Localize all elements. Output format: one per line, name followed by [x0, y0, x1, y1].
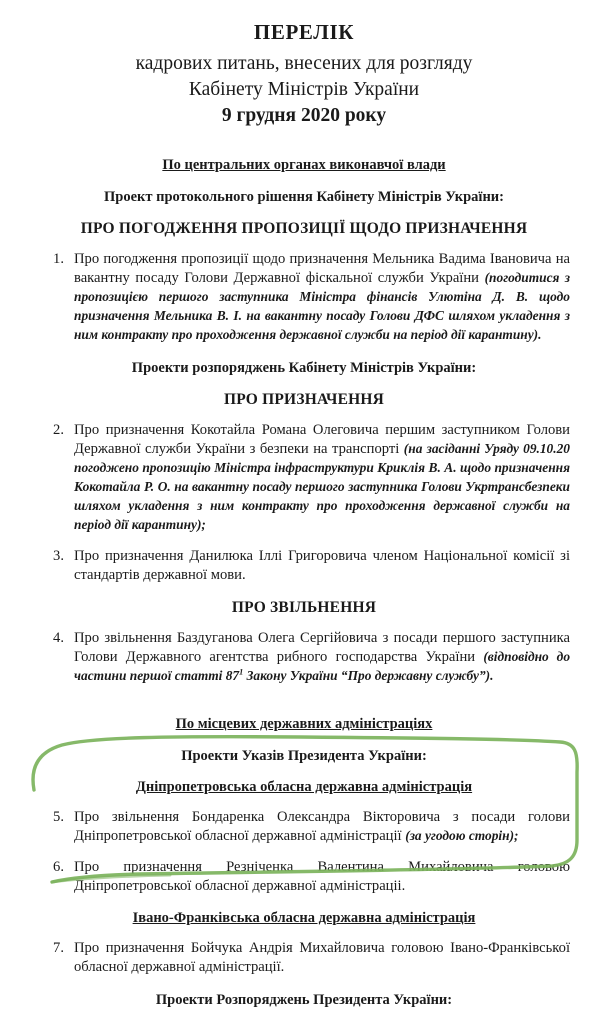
heading-presidential-decrees: Проекти Указів Президента України:	[181, 747, 427, 764]
list-item	[38, 939, 570, 977]
item-text	[74, 547, 570, 585]
list-item	[38, 250, 570, 345]
list-item	[38, 858, 570, 896]
heading-protocol-decision: Проект протокольного рішення Кабінету Міністрів України:	[104, 189, 504, 206]
heading-dnipro-admin: Дніпропетровська обласна державна адміністрація	[135, 778, 473, 795]
title-subtitle-line-1: кадрових питань, внесених для розгляду	[135, 53, 473, 74]
list-item	[38, 421, 570, 535]
item-text	[74, 858, 570, 896]
list-item	[38, 547, 570, 585]
title-subtitle-line-2: Кабінету Міністрів України	[188, 78, 420, 100]
item-main-text: Про призначення Кокотайла Романа Олеговича першим заступником Голови Державної служби України з безпеки на транспорті	[74, 422, 570, 458]
item-main-text: Про погодження пропозиції щодо призначення Мельника Вадима Івановича на вакантну посаду Голови Державної фіскальної служби України	[74, 251, 570, 287]
item-number: 4.	[53, 630, 64, 647]
item-note-part-2: Закону України “Про державну службу”).	[243, 668, 494, 683]
item-text	[74, 939, 570, 977]
item-number: 3.	[53, 548, 64, 565]
heading-local-admin: По місцевих державних адміністраціях	[175, 715, 433, 732]
list-item	[38, 808, 570, 846]
item-number: 5.	[53, 808, 64, 825]
item-main-text: Про звільнення Баздуганова Олега Сергійовича з посади першого заступника Голови Державного агентства рибного господарства України	[74, 630, 570, 666]
article-superscript: 1	[239, 667, 244, 677]
list-item	[38, 629, 570, 686]
heading-presidential-orders: Проекти Розпоряджень Президента України:	[155, 991, 453, 1008]
item-note-part-1: (відповідно до частини першої статті 87	[74, 649, 571, 683]
document-title-block	[38, 20, 570, 127]
heading-dismissal: ПРО ЗВІЛЬНЕННЯ	[231, 599, 377, 617]
item-number: 1.	[53, 251, 64, 268]
heading-ivano-admin: Івано-Франківська обласна державна адміністрація	[132, 909, 476, 926]
page-title: ПЕРЕЛІК	[253, 20, 355, 44]
item-text	[74, 421, 570, 535]
item-number: 2.	[53, 422, 64, 439]
item-main-text: Про призначення Бойчука Андрія Михайловича головою Івано-Франківської обласної державної адміністрації.	[74, 939, 570, 975]
item-text	[74, 808, 570, 846]
item-main-text: Про звільнення Бондаренка Олександра Вікторовича з посади голови Дніпропетровської обласної державної адміністрації	[74, 808, 570, 844]
item-main-text: Про призначення Резніченка Валентина Михайловича головою Дніпропетровської обласної державної адміністраціі.	[74, 858, 570, 894]
item-main-text: Про призначення Данилюка Іллі Григоровича членом Національної комісії зі стандартів державної мови.	[74, 548, 570, 584]
item-text	[74, 250, 570, 345]
title-date: 9 грудня 2020 року	[221, 105, 387, 127]
item-note-text: (на засіданні Уряду 09.10.20 погоджено пропозицію Міністра інфраструктури Криклія В. А. щодо призначення Кокотайла Р. О. на вакантну посаду першого заступника Голови Укртрансбезпеки шляхом укладення з ним контракту про проходження державної служби на період дії карантину);	[74, 441, 570, 533]
heading-appointment: ПРО ПРИЗНАЧЕННЯ	[223, 391, 385, 409]
item-text	[74, 629, 570, 686]
item-note-text: (за угодою сторін);	[405, 827, 519, 843]
item-note-text: (погодитися з пропозицією першого заступника Міністра фінансів Улютіна Д. В. щодо призначення Мельника В. І. на вакантну посаду Голови ДФС шляхом укладення з ним контракту про проходження державної служби на період дії карантину).	[74, 270, 570, 343]
item-number: 7.	[53, 939, 64, 956]
heading-orders: Проекти розпоряджень Кабінету Міністрів України:	[131, 360, 477, 377]
heading-approval: ПРО ПОГОДЖЕННЯ ПРОПОЗИЦІЇ ЩОДО ПРИЗНАЧЕННЯ	[80, 220, 528, 238]
item-number: 6.	[53, 858, 64, 875]
heading-central-bodies: По центральних органах виконавчої влади	[162, 157, 446, 174]
